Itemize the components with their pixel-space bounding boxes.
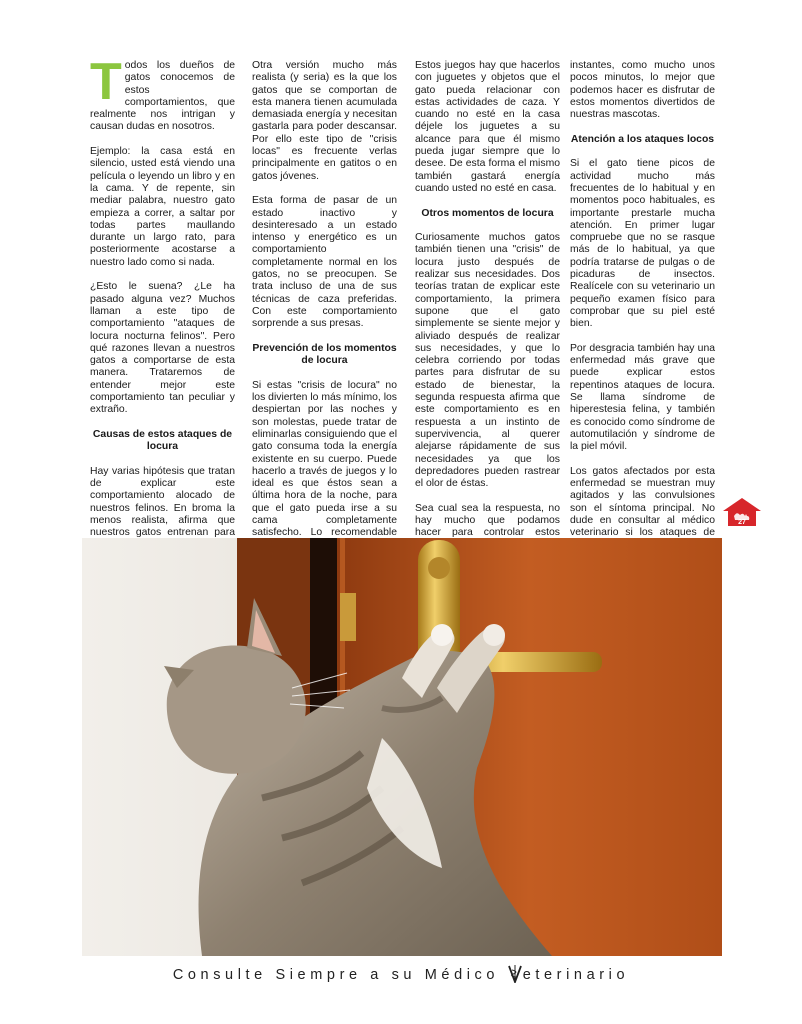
article-column-4 (570, 60, 715, 576)
intro-paragraph (90, 53, 235, 134)
paragraph: Los gatos afectados por esta enfermedad se muestran muy agitados y las convulsiones son el síntoma principal. No dude en consultar al médico veterinario si los ataques de (570, 465, 715, 539)
paragraph: Estos juegos hay que hacerlos con juguetes y objetos que el gato pueda relacionar con estas actividades de caza. Y cuando no esté en la casa déjele los juguetes a su alcance para que él mismo pueda jugar siempre que lo desee. De esta forma el mismo también gastará energía cuando usted no esté en casa. (415, 60, 560, 194)
drop-cap: T (90, 53, 122, 111)
paragraph: Otra versión mucho más realista (y seria) es la que los gatos que se comportan de esta manera tienen acumulada demasiada energía y necesitan gastarla para poder descansar. Por ello este tipo de "crisis locas" es frecuente verlas principalmente en gatitos o en gatos jóvenes. (252, 60, 397, 182)
paragraph: Por desgracia también hay una enfermedad más grave que puede explicar estos repentinos ataques de locura. Se llama síndrome de hiperestesia felina, y también es conocido como síndrome de automutilación y síndrome de la piel móvil. (570, 342, 715, 453)
section-heading: Atención a los ataques locos (570, 133, 715, 145)
section-heading: Causas de estos ataques de locura (92, 428, 233, 453)
paragraph: ¿Esto le suena? ¿Le ha pasado alguna vez? Muchos llaman a este tipo de comportamiento "ataques de locura nocturna felinos". Pero qué razones llevan a nuestros gatos a comportarse de esta manera. Trataremos de entender mejor este comportamiento tan peculiar y extraño. (90, 281, 235, 416)
section-heading: Prevención de los momentos de locura (252, 342, 397, 367)
paragraph: instantes, como mucho unos pocos minutos, lo mejor que podemos hacer es disfrutar de estos momentos divertidos de nuestras mascotas. (570, 60, 715, 121)
footer-tagline (0, 965, 802, 987)
house-icon (722, 497, 762, 527)
page-number-badge (722, 497, 762, 527)
footer-text-start: Consulte Siempre a su Médico (172, 967, 500, 983)
section-heading: Otros momentos de locura (421, 207, 554, 219)
cat-door-illustration (82, 538, 722, 956)
paragraph: Sea cual sea la respuesta, no hay mucho que podamos hacer para controlar estos (415, 502, 560, 539)
article-column-3 (415, 60, 560, 589)
paragraph: Si estas "crisis de locura" no los divierten lo más mínimo, los despiertan por las noches y son molestas, puede tratar de eliminarlas consiguiendo que el gato consuma toda la energía existente en su cuerpo. Puede hacerlo a través de juegos y lo ideal es que éstos sean a última hora de la noche, para que el gato pueda irse a su cama completamente satisfecho. Lo recomendable (252, 379, 397, 539)
article-column-1 (90, 53, 235, 601)
caduceus-v-icon (508, 965, 522, 983)
paragraph: Ejemplo: la casa está en silencio, usted está viendo una película o leyendo un libro y en la cama. Y de repente, sin mediar palabra, nuestro gato empieza a correr, a saltar por todas partes maullando durante un largo rato, para posteriormente acostarse a nuestro lado como si nada. (90, 146, 235, 268)
intro-text: odos los dueños de gatos conocemos de estos comportamientos, que realmente nos intrigan y causan dudas en nosotros. (90, 60, 235, 133)
footer-text-end: eterinario (522, 967, 630, 983)
page-number: 27 (738, 519, 746, 526)
paragraph: Curiosamente muchos gatos también tienen una "crisis" de locura justo después de realizar sus necesidades. Dos teorías tratan de explicar este comportamiento, la primera supone que el gato simplemente se siente mejor y aliviado después de realizar sus necesidades, y que lo celebra corriendo por todas partes para disfrutar de su estado de bienestar, la segunda respuesta afirma que este comportamiento es en respuesta a un instinto de supervivencia, al querer alejarse rápidamente de sus necesidades ya que los depredadores pueden rastrear el olor de éstas. (415, 232, 560, 490)
paragraph: Esta forma de pasar de un estado inactivo y desinteresado a un estado intenso y energético es un comportamiento completamente normal en los gatos, no se preocupen. Se trata incluso de una de sus técnicas de caza preferidas. Con este comportamiento sorprende a sus presas. (252, 195, 397, 330)
paragraph: Hay varias hipótesis que tratan de explicar este comportamiento alocado de nuestros felinos. En broma la menos realista, afirma que nuestros gatos entrenan para (90, 465, 235, 539)
cat-opening-door-photo (82, 538, 722, 956)
paragraph: Si el gato tiene picos de actividad mucho más frecuentes de lo habitual y en momentos poco habituales, es importante prestarle mucha atención. En primer lugar compruebe que no se rasque más de lo habitual, ya que podría tratarse de pulgas o de picaduras de insectos. Realícele con su veterinario un pequeño examen físico para comprobar que su piel esté bien. (570, 158, 715, 330)
article-column-2 (252, 60, 397, 576)
